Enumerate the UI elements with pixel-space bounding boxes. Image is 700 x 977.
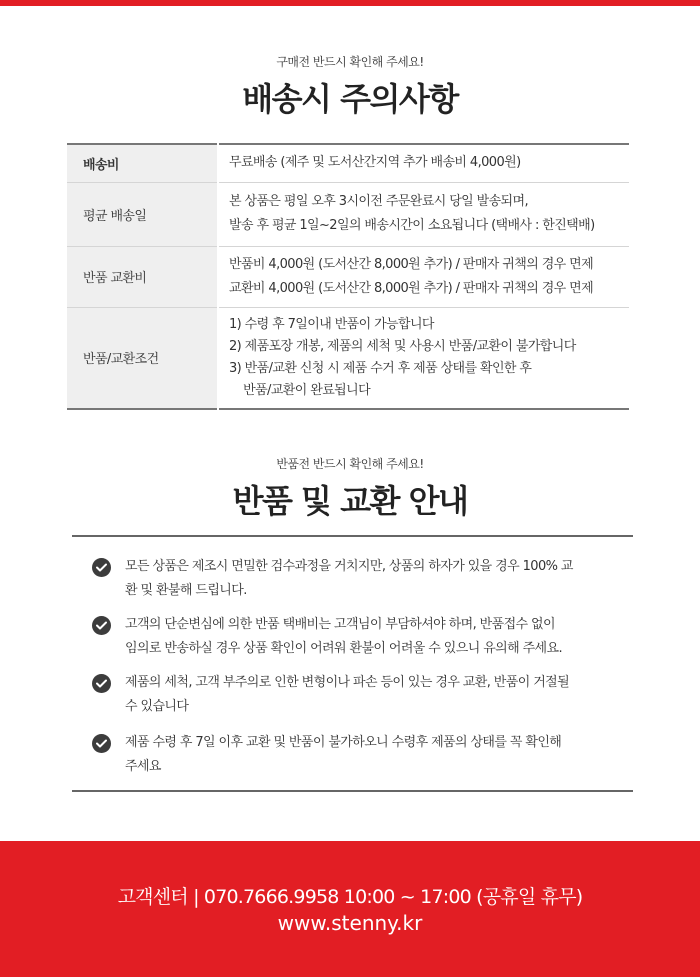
value-line: 무료배송 (제주 및 도서산간지역 추가 배송비 4,000원) [229, 155, 521, 171]
returns-subtitle: 반품전 반드시 확인해 주세요! [276, 457, 424, 471]
list-line: 임의로 반송하실 경우 상품 확인이 어려워 환불이 어려울 수 있으니 유의해 주세요. [125, 641, 563, 656]
check-circle-icon [92, 674, 111, 693]
row-value [218, 144, 629, 182]
check-circle-icon [92, 734, 111, 753]
customer-center-info: 고객센터 | 070.7666.9958 10:00 ~ 17:00 (공휴일 휴무) [117, 886, 583, 908]
list-line: 주세요 [125, 759, 161, 774]
list-line: 고객의 단순변심에 의한 반품 택배비는 고객님이 부담하셔야 하며, 반품접수 없이 [125, 617, 555, 632]
list-line: 수 있습니다 [125, 699, 189, 714]
list-line: 모든 상품은 제조시 면밀한 검수과정을 거치지만, 상품의 하자가 있을 경우 100% 교 [125, 559, 573, 574]
table-row-shipping-fee [67, 144, 629, 182]
table-row-delivery-time [67, 182, 629, 246]
value-line: 1) 수령 후 7일이내 반품이 가능합니다 [229, 316, 434, 332]
row-value [218, 307, 629, 409]
row-label: 평균 배송일 [67, 182, 218, 246]
value-line: 반품비 4,000원 (도서산간 8,000원 추가) / 판매자 귀책의 경우 면제 [229, 256, 594, 272]
table-row-return-fee [67, 246, 629, 307]
shipping-header [0, 53, 700, 120]
list-item-text [125, 731, 625, 779]
footer-banner [0, 841, 700, 977]
shipping-subtitle: 구매전 반드시 확인해 주세요! [276, 55, 424, 69]
list-item-text [125, 555, 625, 603]
website-link[interactable]: www.stenny.kr [277, 911, 423, 935]
table-row-return-conditions [67, 307, 629, 409]
list-item [92, 673, 632, 719]
returns-header [0, 455, 700, 522]
value-line: 3) 반품/교환 신청 시 제품 수거 후 제품 상태를 확인한 후 [229, 360, 532, 376]
returns-title: 반품 및 교환 안내 [232, 482, 468, 520]
row-label: 반품 교환비 [67, 246, 218, 307]
check-circle-icon [92, 558, 111, 577]
list-item-text [125, 613, 625, 661]
row-label: 배송비 [67, 144, 218, 182]
check-circle-icon [92, 616, 111, 635]
shipping-info-table [67, 143, 629, 410]
row-value [218, 182, 629, 246]
value-line: 반품/교환이 완료됩니다 [229, 382, 371, 398]
list-line: 제품의 세척, 고객 부주의로 인한 변형이나 파손 등이 있는 경우 교환, 반품이 거절될 [125, 675, 570, 690]
value-line: 2) 제품포장 개봉, 제품의 세척 및 사용시 반품/교환이 불가합니다 [229, 338, 576, 354]
list-item [92, 733, 632, 779]
list-item-text [125, 671, 625, 719]
list-item [92, 557, 632, 603]
list-line: 제품 수령 후 7일 이후 교환 및 반품이 불가하오니 수령후 제품의 상태를 꼭 확인해 [125, 735, 562, 750]
list-item [92, 615, 632, 661]
value-line: 교환비 4,000원 (도서산간 8,000원 추가) / 판매자 귀책의 경우 면제 [229, 280, 594, 296]
value-line: 발송 후 평균 1일~2일의 배송시간이 소요됩니다 (택배사 : 한진택배) [229, 218, 595, 233]
value-line: 본 상품은 평일 오후 3시이전 주문완료시 당일 발송되며, [229, 194, 529, 209]
row-value [218, 246, 629, 307]
row-label: 반품/교환조건 [67, 307, 218, 409]
returns-list [72, 535, 633, 792]
top-accent-bar [0, 0, 700, 6]
shipping-title: 배송시 주의사항 [242, 80, 458, 118]
list-line: 환 및 환불해 드립니다. [125, 583, 247, 598]
